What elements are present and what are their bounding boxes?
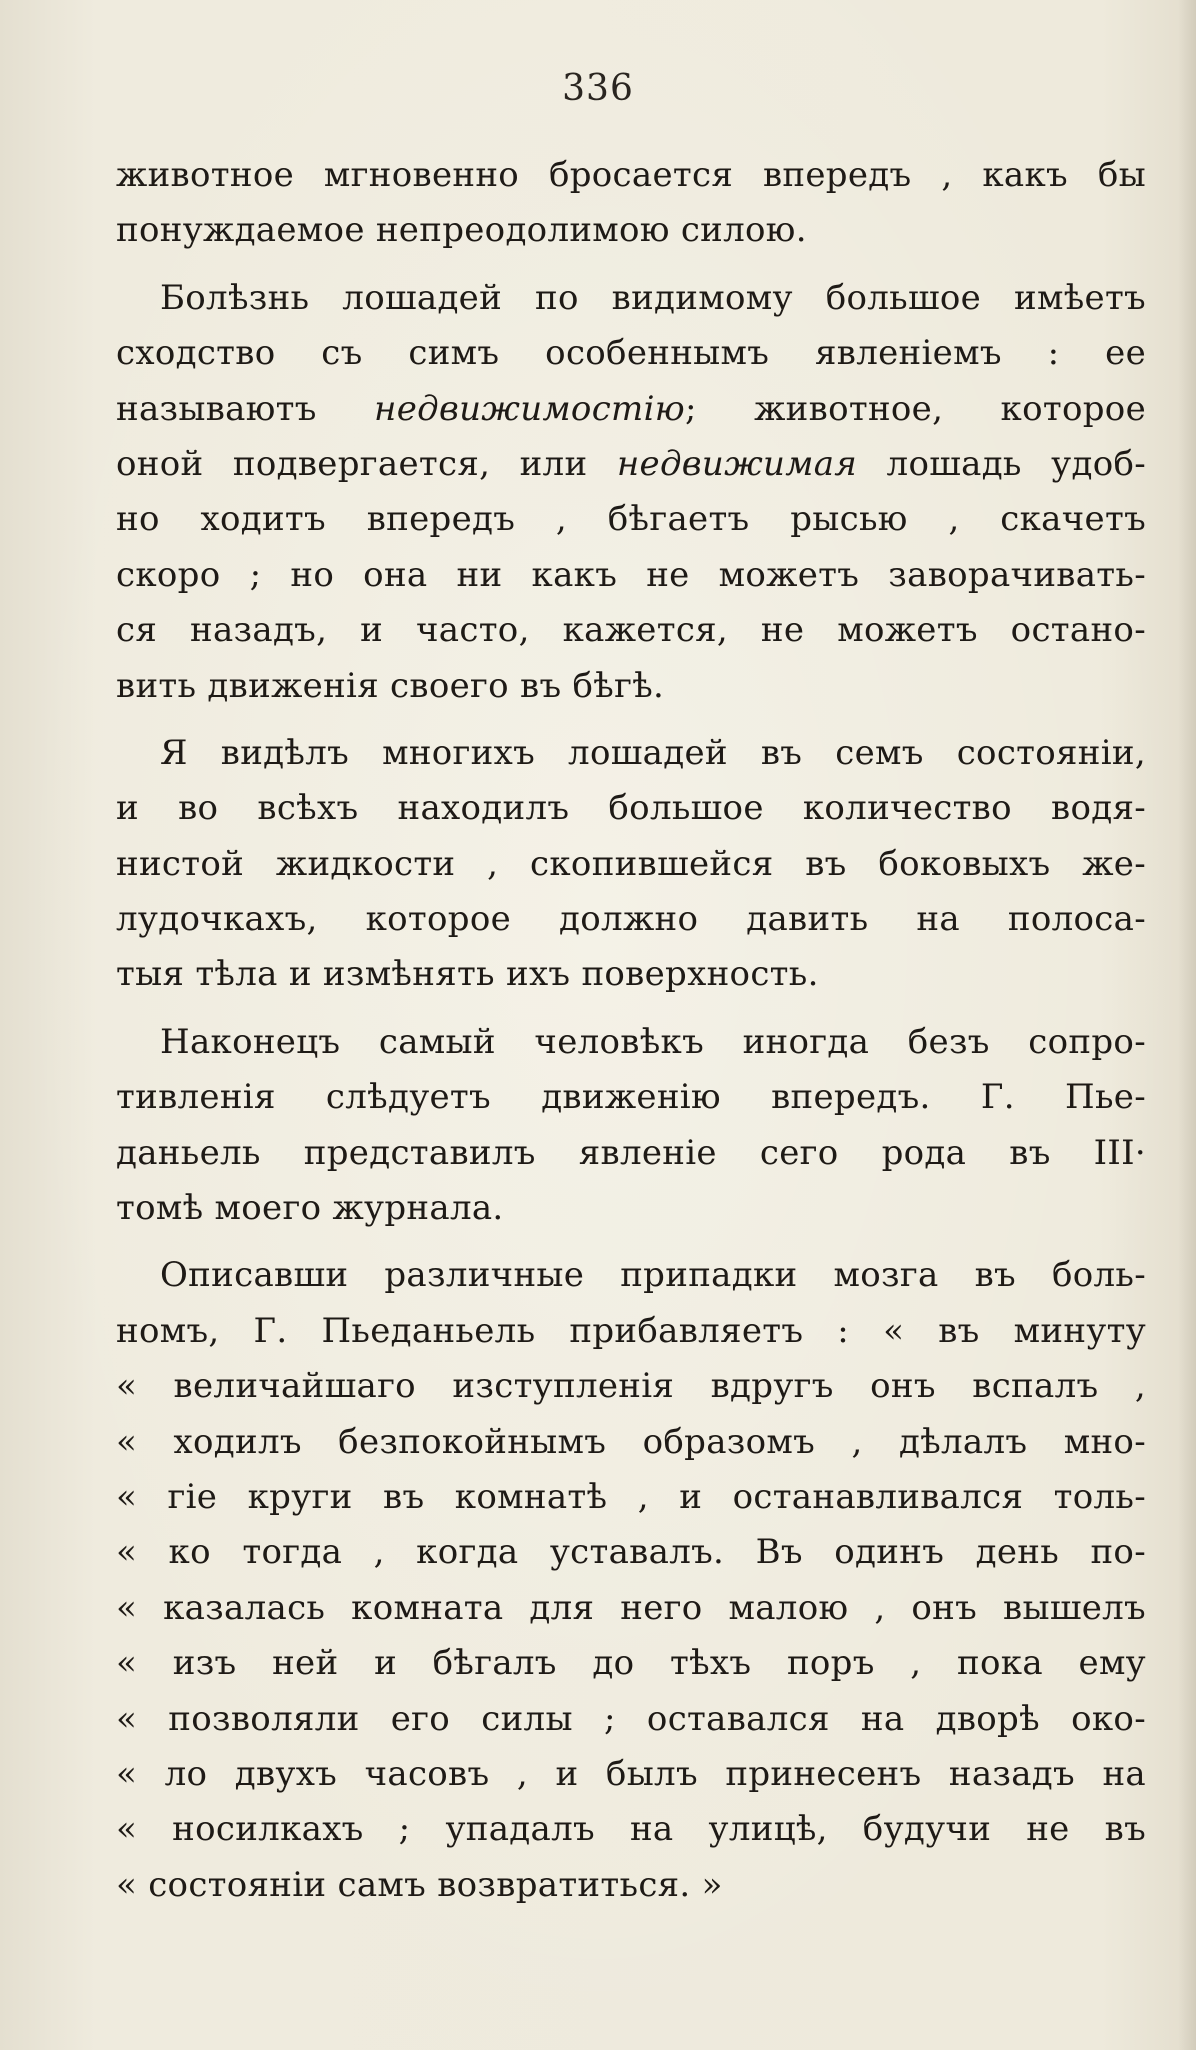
text-line: лудочкахъ, которое должно давить на полоса- — [116, 899, 1146, 940]
text-line: нистой жидкости , скопившейся въ боковыхъ же- — [116, 843, 1146, 884]
text-line: тыя тѣла и измѣнять ихъ поверхность. — [116, 954, 819, 995]
body-text — [116, 148, 1146, 1913]
text-line: сходство съ симъ особеннымъ явленіемъ : ее — [116, 333, 1146, 374]
italic-term: недвижимостію — [374, 388, 685, 429]
text-line: « гіе круги въ комнатѣ , и останавливался толь- — [116, 1476, 1146, 1517]
text-segment: лошадь удоб- — [886, 443, 1147, 484]
text-line: Наконецъ самый человѣкъ иногда безъ сопро- — [160, 1021, 1146, 1062]
text-line: животное мгновенно бросается впередъ , какъ бы — [116, 155, 1146, 195]
text-line: ся назадъ, и часто, кажется, не можетъ остано- — [116, 610, 1146, 651]
text-line: тивленія слѣдуетъ движенію впередъ. Г. Пье- — [116, 1077, 1146, 1118]
text-line: « величайшаго изступленія вдругъ онъ вспалъ , — [116, 1366, 1146, 1407]
text-line: и во всѣхъ находилъ большое количество водя- — [116, 788, 1146, 829]
text-segment: ; животное, которое — [685, 388, 1147, 429]
text-line: вить движенія своего въ бѣгѣ. — [116, 665, 665, 706]
text-line: Я видѣлъ многихъ лошадей въ семъ состояніи, — [160, 732, 1146, 773]
page-number: 336 — [562, 68, 634, 109]
text-line — [116, 437, 1146, 492]
text-line: скоро ; но она ни какъ не можетъ заворачивать- — [116, 554, 1146, 595]
text-line: « казалась комната для него малою , онъ вышелъ — [116, 1587, 1146, 1628]
text-line: « носилкахъ ; упадалъ на улицѣ, будучи не въ — [116, 1809, 1146, 1850]
text-line: томѣ моего журнала. — [116, 1188, 504, 1229]
text-line: « позволяли его силы ; оставался на дворѣ око- — [116, 1698, 1146, 1739]
text-line: Болѣзнь лошадей по видимому большое имѣетъ — [160, 277, 1146, 318]
italic-term: недвижимая — [616, 443, 858, 484]
text-segment: оной подвергается, или — [116, 443, 588, 484]
text-line: номъ, Г. Пьеданьель прибавляетъ : « въ минуту — [116, 1310, 1146, 1351]
text-line: « ло двухъ часовъ , и былъ принесенъ назадъ на — [116, 1753, 1146, 1794]
text-line: даньель представилъ явленіе сего рода въ III· — [116, 1132, 1146, 1173]
text-segment: называютъ — [116, 388, 317, 429]
text-line: « ко тогда , когда уставалъ. Въ одинъ день по- — [116, 1532, 1146, 1573]
text-line: Описавши различные припадки мозга въ боль- — [160, 1255, 1146, 1296]
page-edge-shadow — [1178, 0, 1196, 2050]
text-line: « состояніи самъ возвратиться. » — [116, 1864, 723, 1905]
text-line: « ходилъ безпокойнымъ образомъ , дѣлалъ мно- — [116, 1421, 1146, 1462]
text-line: « изъ ней и бѣгалъ до тѣхъ поръ , пока ему — [116, 1643, 1146, 1684]
text-line: но ходитъ впередъ , бѣгаетъ рысью , скачетъ — [116, 499, 1146, 540]
text-line — [116, 382, 1146, 437]
text-line: понуждаемое непреодолимою силою. — [116, 210, 807, 251]
